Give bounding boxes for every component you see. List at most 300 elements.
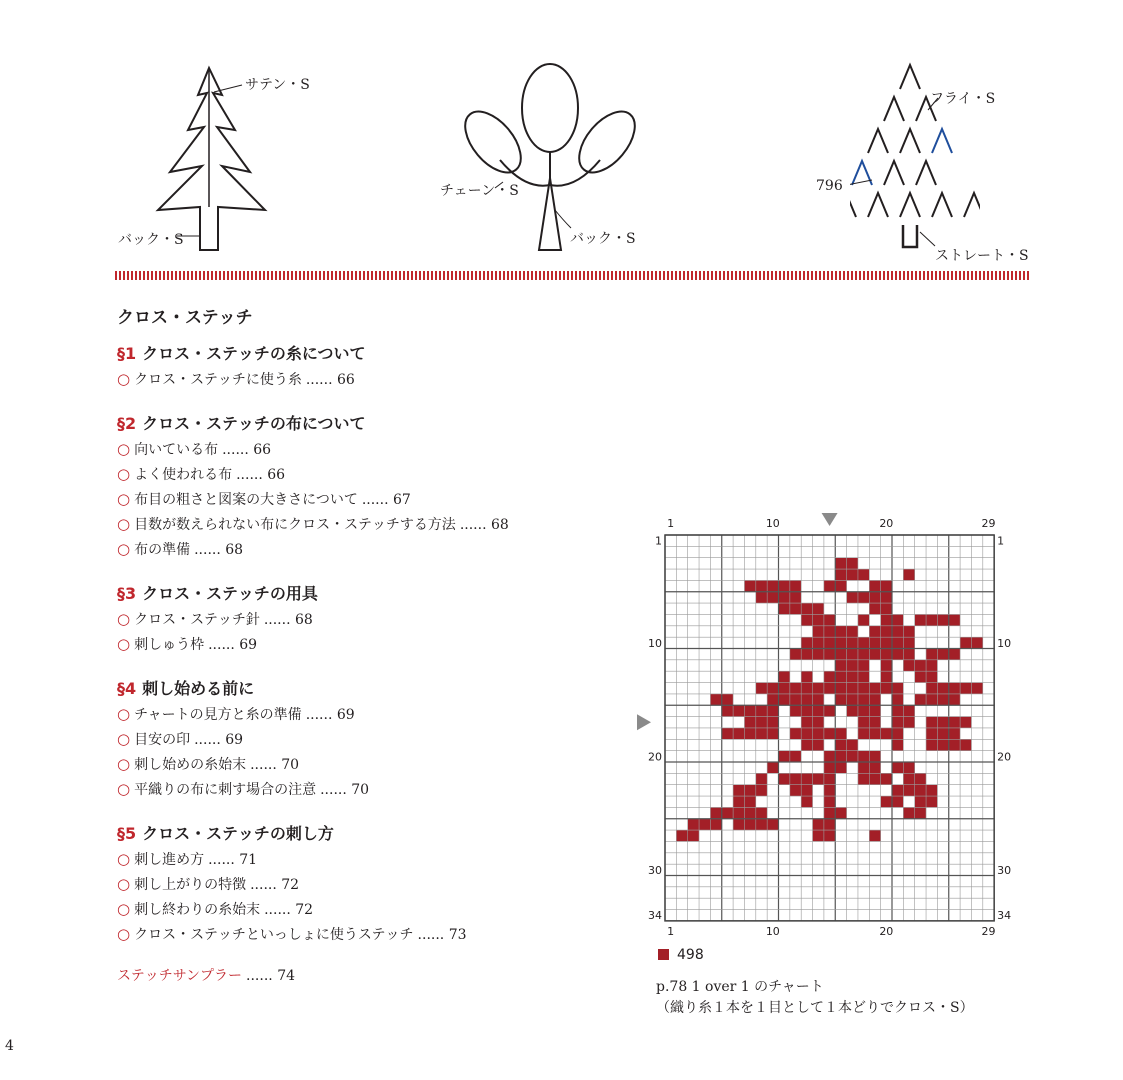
toc-section (117, 820, 587, 947)
column-label-bottom: 29 (981, 924, 996, 938)
stitch-cell (847, 660, 858, 671)
fly-stitch-mark (884, 161, 904, 185)
stitch-cell (744, 728, 755, 739)
stitch-cell (779, 580, 790, 591)
toc-item (117, 847, 587, 872)
stitch-cell (926, 739, 937, 750)
toc-item-text: 刺し始めの糸始末 (134, 757, 247, 773)
stitch-cell (926, 683, 937, 694)
fly-stitch-mark (900, 129, 920, 153)
stitch-cell (869, 580, 880, 591)
stitch-cell (892, 683, 903, 694)
sampler-text: ステッチサンプラー (117, 968, 243, 984)
toc-leader-dots: ...... (194, 542, 221, 558)
leaf-left (455, 102, 531, 183)
chart-legend (658, 947, 704, 963)
stitch-cell (949, 683, 960, 694)
stitch-cell (733, 785, 744, 796)
section-title-text: 刺し始める前に (142, 679, 255, 698)
stitch-cell (949, 649, 960, 660)
stitch-cell (813, 603, 824, 614)
stitch-cell (881, 796, 892, 807)
legend-code: 498 (677, 947, 704, 963)
stitch-cell (756, 717, 767, 728)
stitch-cell (733, 705, 744, 716)
toc-page-number: 68 (490, 517, 509, 533)
toc-page-number: 70 (281, 757, 300, 773)
stitch-cell (835, 807, 846, 818)
stitch-cell (937, 683, 948, 694)
stitch-cell (892, 739, 903, 750)
stitch-cell (926, 785, 937, 796)
stitch-cell (937, 739, 948, 750)
stitch-cell (824, 626, 835, 637)
stitch-cell (824, 807, 835, 818)
stitch-cell (756, 785, 767, 796)
stitch-cell (869, 751, 880, 762)
stitch-cell (756, 773, 767, 784)
stitch-cell (835, 558, 846, 569)
stitch-cell (960, 637, 971, 648)
fly-stitch-mark (932, 129, 952, 153)
stitch-cell (779, 592, 790, 603)
row-label-right: 30 (997, 863, 1012, 877)
section-divider (115, 271, 1030, 280)
stitch-cell (847, 649, 858, 660)
stitch-cell (858, 660, 869, 671)
stitch-cell (937, 649, 948, 660)
toc-leader-dots: ...... (250, 757, 277, 773)
toc-page-number: 66 (336, 372, 355, 388)
stitch-cell (790, 694, 801, 705)
stitch-cell (835, 671, 846, 682)
stitch-cell (756, 683, 767, 694)
stitch-cell (779, 671, 790, 682)
stitch-cell (790, 751, 801, 762)
stitch-cell (813, 694, 824, 705)
stitch-cell (756, 580, 767, 591)
circle-bullet-icon: ○ (117, 900, 131, 918)
stitch-cell (869, 649, 880, 660)
toc-item-text: 目数が数えられない布にクロス・ステッチする方法 (134, 517, 456, 533)
stitch-cell (869, 637, 880, 648)
toc-item-text: 目安の印 (134, 732, 191, 748)
toc-item (117, 897, 587, 922)
stitch-cell (779, 773, 790, 784)
stitch-cell (824, 751, 835, 762)
stitch-cell (881, 580, 892, 591)
stitch-cell (869, 717, 880, 728)
toc-item-text: チャートの見方と糸の準備 (134, 707, 302, 723)
stitch-cell (903, 773, 914, 784)
stitch-cell (824, 785, 835, 796)
column-label-bottom: 10 (765, 924, 780, 938)
stitch-cell (903, 626, 914, 637)
circle-bullet-icon: ○ (117, 540, 131, 558)
chart-caption (656, 977, 974, 1019)
toc-item (117, 922, 587, 947)
stitch-cell (835, 637, 846, 648)
stitch-cell (835, 739, 846, 750)
toc-page-number: 66 (253, 442, 272, 458)
stitch-cell (744, 819, 755, 830)
toc-leader-dots: ...... (263, 612, 291, 628)
stitch-cell (847, 751, 858, 762)
toc-section-title (117, 675, 587, 702)
stitch-cell (903, 660, 914, 671)
stitch-cell (892, 796, 903, 807)
stitch-cell (847, 569, 858, 580)
label-back-stitch-2: バック・S (570, 231, 636, 247)
stitch-cell (881, 683, 892, 694)
stitch-cell (903, 762, 914, 773)
toc-section (117, 580, 587, 657)
stitch-cell (858, 773, 869, 784)
toc-section-title (117, 580, 587, 607)
toc-item (117, 632, 587, 657)
stitch-cell (903, 637, 914, 648)
stitch-cell (926, 614, 937, 625)
stitch-cell (892, 717, 903, 728)
stitch-cell (813, 637, 824, 648)
toc-item-text: よく使われる布 (134, 467, 233, 483)
fly-stitch-mark (916, 161, 936, 185)
stitch-cell (813, 683, 824, 694)
stitch-cell (813, 773, 824, 784)
stitch-cell (881, 671, 892, 682)
stitch-cell (937, 694, 948, 705)
stitch-cell (915, 694, 926, 705)
stitch-cell (835, 580, 846, 591)
toc-section (117, 340, 587, 392)
stitch-cell (744, 785, 755, 796)
leaf-center (522, 64, 578, 152)
stitch-cell (790, 728, 801, 739)
legend-swatch (658, 949, 669, 960)
cross-stitch-chart (630, 505, 1020, 945)
center-column-marker-icon (822, 513, 838, 526)
fly-stitch-mark (850, 193, 856, 217)
stitch-cell (790, 773, 801, 784)
stitch-cell (847, 683, 858, 694)
stitch-cell (949, 728, 960, 739)
stitch-cell (722, 807, 733, 818)
stitch-cell (744, 796, 755, 807)
circle-bullet-icon: ○ (117, 515, 131, 533)
stitch-cell (915, 796, 926, 807)
stitch-cell (903, 807, 914, 818)
stitch-cell (892, 649, 903, 660)
stitch-cell (824, 637, 835, 648)
stitch-cell (801, 739, 812, 750)
stitch-cell (869, 728, 880, 739)
stitch-cell (903, 717, 914, 728)
stitch-cell (835, 683, 846, 694)
toc-section-title (117, 410, 587, 437)
stitch-cell (926, 717, 937, 728)
stitch-cell (824, 830, 835, 841)
stitch-cell (926, 796, 937, 807)
fly-stitch-mark (964, 193, 980, 217)
section-heading: クロス・ステッチ (117, 308, 253, 328)
stitch-cell (892, 626, 903, 637)
stitch-cell (869, 603, 880, 614)
toc-item (117, 702, 587, 727)
stitch-cell (960, 739, 971, 750)
section-title-text: クロス・ステッチの布について (142, 414, 366, 433)
stitch-cell (710, 694, 721, 705)
column-label-bottom: 1 (667, 924, 675, 938)
fly-stitch-mark (932, 193, 952, 217)
stitch-cell (903, 785, 914, 796)
stitch-cell (971, 637, 982, 648)
stitch-cell (824, 705, 835, 716)
stitch-cell (881, 649, 892, 660)
fly-stitch-mark (868, 129, 888, 153)
stitch-cell (813, 819, 824, 830)
toc-item (117, 777, 587, 802)
stitch-cell (767, 728, 778, 739)
stitch-cell (892, 705, 903, 716)
stitch-cell (813, 614, 824, 625)
stitch-cell (937, 614, 948, 625)
stitch-cell (824, 649, 835, 660)
toc-item-text: クロス・ステッチといっしょに使うステッチ (134, 927, 414, 943)
stitch-cell (801, 728, 812, 739)
toc-leader-dots: ...... (208, 637, 235, 653)
stitch-cell (881, 614, 892, 625)
stitch-cell (824, 580, 835, 591)
toc-page-number: 71 (239, 852, 258, 868)
stitch-cell (926, 649, 937, 660)
stitch-cell (790, 683, 801, 694)
stitch-cell (733, 796, 744, 807)
toc-item-text: クロス・ステッチに使う糸 (134, 372, 302, 388)
stitch-cell (835, 694, 846, 705)
toc-section (117, 675, 587, 802)
stitch-cell (937, 717, 948, 728)
stitch-cell (756, 705, 767, 716)
toc-leader-dots: ...... (305, 372, 333, 388)
toc-page-number: 68 (294, 612, 313, 628)
stitch-cell (733, 819, 744, 830)
stitch-cell (824, 614, 835, 625)
stitch-cell (881, 773, 892, 784)
stitch-cell (903, 649, 914, 660)
toc-page-number: 73 (448, 927, 467, 943)
stitch-cell (892, 637, 903, 648)
stitch-cell (869, 830, 880, 841)
fly-stitch-mark (900, 65, 920, 89)
label-fly-stitch: フライ・S (930, 91, 996, 107)
straight-stitch-trunk (903, 225, 917, 247)
stitch-cell (858, 569, 869, 580)
label-chain-stitch: チェーン・S (440, 183, 519, 199)
sampler-page: 74 (277, 968, 296, 984)
stitch-cell (767, 705, 778, 716)
stitch-cell (722, 705, 733, 716)
toc-page-number: 69 (225, 732, 244, 748)
stitch-cell (971, 683, 982, 694)
stitch-cell (881, 728, 892, 739)
stitch-cell (892, 614, 903, 625)
stitch-cell (881, 592, 892, 603)
stitch-cell (858, 762, 869, 773)
stitch-cell (801, 785, 812, 796)
toc-item (117, 512, 587, 537)
toc-leader-dots: ...... (222, 442, 249, 458)
circle-bullet-icon: ○ (117, 875, 131, 893)
stitch-cell (847, 694, 858, 705)
toc-page-number: 72 (295, 902, 314, 918)
toc-page-number: 72 (281, 877, 300, 893)
stitch-cell (813, 728, 824, 739)
stitch-cell (869, 683, 880, 694)
stitch-cell (858, 717, 869, 728)
toc-page-number: 66 (267, 467, 286, 483)
stitch-cell (756, 592, 767, 603)
stitch-cell (915, 614, 926, 625)
row-label-left: 20 (648, 750, 662, 764)
stitch-cell (858, 694, 869, 705)
stitch-cell (824, 728, 835, 739)
section-mark: §2 (117, 414, 137, 433)
stitch-cell (824, 683, 835, 694)
toc-leader-dots: ...... (194, 732, 221, 748)
stitch-cell (858, 683, 869, 694)
caption-line-2: （織り糸１本を１目として１本どりでクロス・S） (656, 1000, 974, 1016)
stitch-cell (960, 717, 971, 728)
page-number: 4 (5, 1038, 14, 1054)
row-label-left: 34 (648, 909, 662, 923)
stitch-cell (858, 614, 869, 625)
toc-section-title (117, 820, 587, 847)
stitch-cell (767, 592, 778, 603)
stitch-cell (779, 603, 790, 614)
stitch-cell (801, 683, 812, 694)
stitch-cell (710, 807, 721, 818)
section-mark: §4 (117, 679, 137, 698)
stitch-cell (835, 762, 846, 773)
stitch-cell (756, 807, 767, 818)
stitch-cell (756, 819, 767, 830)
row-label-right: 1 (997, 534, 1005, 548)
row-label-left: 1 (655, 534, 662, 548)
stitch-cell (881, 603, 892, 614)
stitch-cell (847, 739, 858, 750)
section-mark: §3 (117, 584, 137, 603)
circle-bullet-icon: ○ (117, 730, 131, 748)
fly-stitch-mark (900, 193, 920, 217)
toc-item-text: 刺し進め方 (134, 852, 205, 868)
stitch-cell (915, 660, 926, 671)
stitch-cell (858, 649, 869, 660)
stitch-cell (881, 626, 892, 637)
stitch-cell (869, 773, 880, 784)
stitch-cell (801, 637, 812, 648)
circle-bullet-icon: ○ (117, 635, 131, 653)
stitch-cell (767, 580, 778, 591)
stitch-cell (835, 569, 846, 580)
column-label-top: 29 (981, 517, 996, 530)
stitch-cell (767, 819, 778, 830)
toc-item (117, 537, 587, 562)
stitch-cell (790, 603, 801, 614)
stitch-cell (744, 807, 755, 818)
row-label-right: 34 (997, 909, 1012, 923)
column-label-bottom: 20 (879, 924, 894, 938)
stitch-cell (949, 614, 960, 625)
fly-stitch-mark (868, 193, 888, 217)
label-straight-stitch: ストレート・S (935, 248, 1029, 264)
toc-page-number: 70 (351, 782, 370, 798)
stitch-cell (756, 728, 767, 739)
toc-section-title (117, 340, 587, 367)
stitch-cell (722, 694, 733, 705)
column-label-top: 1 (667, 517, 675, 530)
toc-item (117, 462, 587, 487)
stitch-cell (767, 683, 778, 694)
table-of-contents (117, 340, 587, 985)
stitch-cell (801, 694, 812, 705)
stitch-cell (801, 773, 812, 784)
stitch-cell (824, 762, 835, 773)
stitch-cell (926, 694, 937, 705)
toc-item-text: 刺し上がりの特徴 (134, 877, 247, 893)
toc-item-text: 布目の粗さと図案の大きさについて (134, 492, 358, 508)
stitch-cell (869, 592, 880, 603)
stitch-cell (790, 705, 801, 716)
stitch-cell (813, 649, 824, 660)
stitch-cell (744, 580, 755, 591)
stitch-cell (858, 705, 869, 716)
circle-bullet-icon: ○ (117, 755, 131, 773)
toc-leader-dots: ...... (305, 707, 333, 723)
toc-item-text: 刺しゅう枠 (134, 637, 205, 653)
stitch-cell (688, 819, 699, 830)
toc-item (117, 437, 587, 462)
stitch-cell (858, 728, 869, 739)
toc-item (117, 752, 587, 777)
stitch-cell (801, 705, 812, 716)
caption-line-1: p.78 1 over 1 のチャート (656, 979, 824, 995)
circle-bullet-icon: ○ (117, 610, 131, 628)
fly-stitch-mark (884, 97, 904, 121)
stitch-cell (699, 819, 710, 830)
stitch-cell (926, 671, 937, 682)
stitch-cell (858, 751, 869, 762)
stitch-cell (892, 728, 903, 739)
section-title-text: クロス・ステッチの糸について (142, 344, 366, 363)
stitch-cell (676, 830, 687, 841)
stitch-cell (733, 728, 744, 739)
circle-bullet-icon: ○ (117, 780, 131, 798)
stitch-cell (858, 637, 869, 648)
toc-item-text: クロス・ステッチ針 (134, 612, 260, 628)
stitch-cell (847, 626, 858, 637)
stitch-cell (949, 717, 960, 728)
stitch-cell (733, 807, 744, 818)
toc-page-number: 69 (336, 707, 355, 723)
toc-section (117, 410, 587, 562)
toc-leader-dots: ...... (320, 782, 347, 798)
stitch-cell (813, 830, 824, 841)
stitch-cell (847, 592, 858, 603)
toc-leader-dots: ...... (459, 517, 487, 533)
circle-bullet-icon: ○ (117, 850, 131, 868)
stitch-cell (824, 796, 835, 807)
leaf-right (569, 102, 645, 183)
